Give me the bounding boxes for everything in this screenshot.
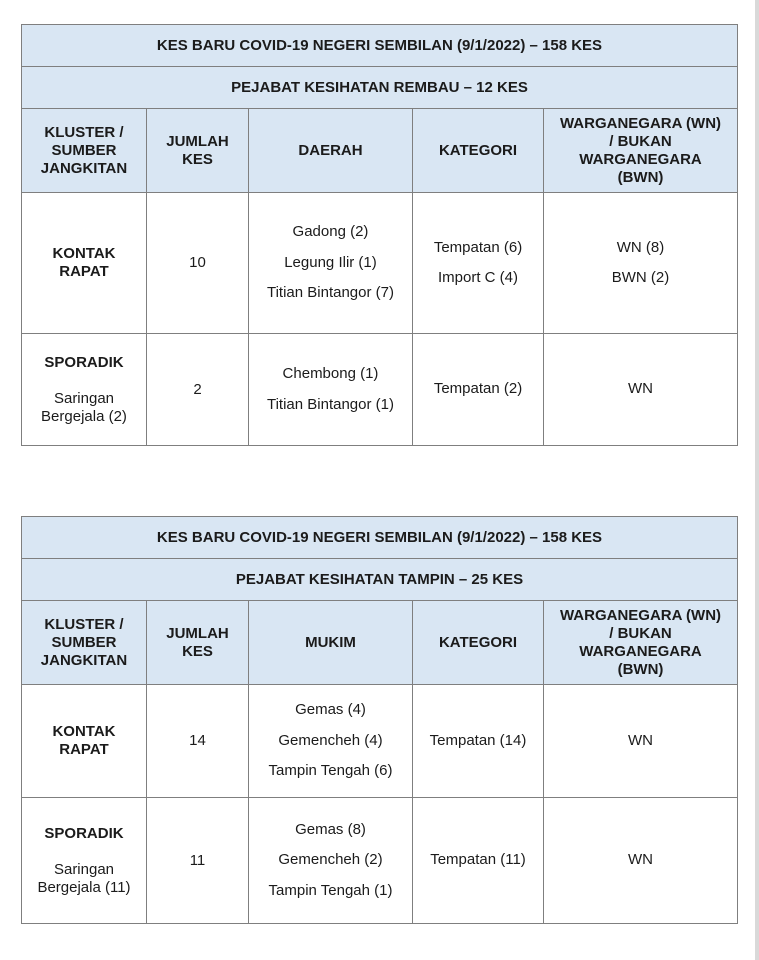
category-cell: Tempatan (6) Import C (4) <box>413 193 544 334</box>
table-title: KES BARU COVID-19 NEGERI SEMBILAN (9/1/2022) – 158 KES <box>22 25 738 67</box>
table-title: KES BARU COVID-19 NEGERI SEMBILAN (9/1/2022) – 158 KES <box>22 517 738 559</box>
header-source: KLUSTER / SUMBER JANGKITAN <box>22 109 147 193</box>
source-cell: SPORADIK Saringan Bergejala (2) <box>22 334 147 446</box>
tampin-case-table <box>21 516 737 924</box>
nationality-cell: WN (8) BWN (2) <box>544 193 738 334</box>
header-category: KATEGORI <box>413 601 544 685</box>
office-title: PEJABAT KESIHATAN TAMPIN – 25 KES <box>22 559 738 601</box>
source-cell: KONTAK RAPAT <box>22 685 147 798</box>
nationality-cell: WN <box>544 334 738 446</box>
header-nationality: WARGANEGARA (WN) / BUKAN WARGANEGARA (BWN) <box>544 601 738 685</box>
header-category: KATEGORI <box>413 109 544 193</box>
table-row <box>22 334 738 446</box>
count-cell: 14 <box>147 685 249 798</box>
area-cell: Gemas (4) Gemencheh (4) Tampin Tengah (6) <box>249 685 413 798</box>
header-nationality: WARGANEGARA (WN) / BUKAN WARGANEGARA (BWN) <box>544 109 738 193</box>
nationality-cell: WN <box>544 798 738 924</box>
category-cell: Tempatan (14) <box>413 685 544 798</box>
rembau-case-table <box>21 24 737 446</box>
table-row <box>22 798 738 924</box>
header-area: MUKIM <box>249 601 413 685</box>
source-cell: SPORADIK Saringan Bergejala (11) <box>22 798 147 924</box>
category-cell: Tempatan (2) <box>413 334 544 446</box>
table-row <box>22 193 738 334</box>
source-cell: KONTAK RAPAT <box>22 193 147 334</box>
header-area: DAERAH <box>249 109 413 193</box>
header-count: JUMLAH KES <box>147 109 249 193</box>
area-cell: Gemas (8) Gemencheh (2) Tampin Tengah (1) <box>249 798 413 924</box>
header-source: KLUSTER / SUMBER JANGKITAN <box>22 601 147 685</box>
table-row <box>22 685 738 798</box>
page-edge <box>755 0 759 960</box>
header-count: JUMLAH KES <box>147 601 249 685</box>
count-cell: 2 <box>147 334 249 446</box>
area-cell: Chembong (1) Titian Bintangor (1) <box>249 334 413 446</box>
count-cell: 10 <box>147 193 249 334</box>
office-title: PEJABAT KESIHATAN REMBAU – 12 KES <box>22 67 738 109</box>
nationality-cell: WN <box>544 685 738 798</box>
category-cell: Tempatan (11) <box>413 798 544 924</box>
count-cell: 11 <box>147 798 249 924</box>
area-cell: Gadong (2) Legung Ilir (1) Titian Bintangor (7) <box>249 193 413 334</box>
